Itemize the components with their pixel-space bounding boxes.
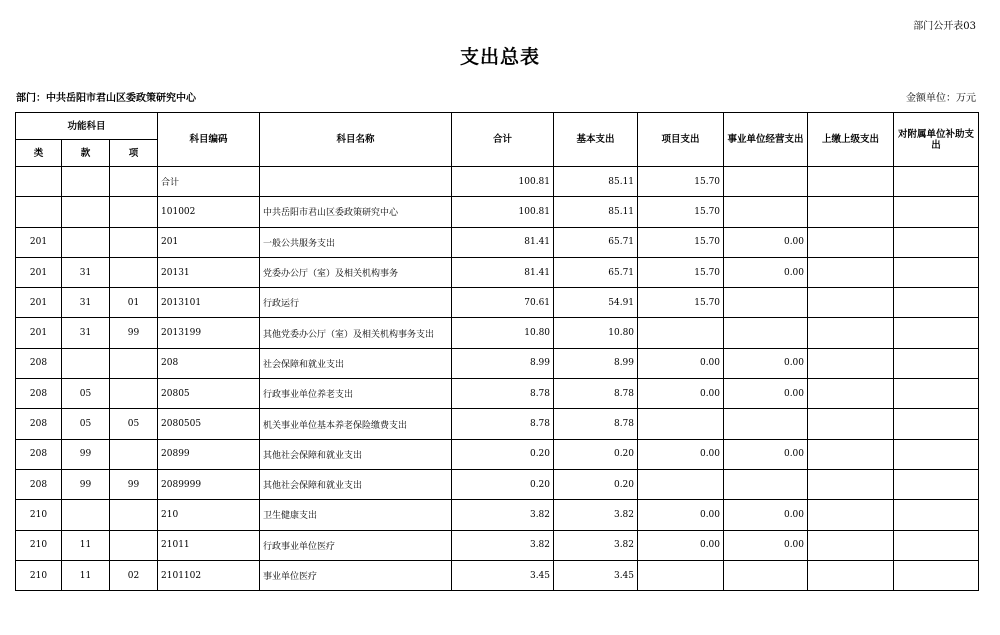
cell-business: 0.00 [724, 379, 808, 409]
cell-upper [808, 469, 894, 499]
cell-basic: 3.45 [554, 560, 638, 590]
cell-xiang [110, 379, 158, 409]
cell-project: 15.70 [638, 227, 724, 257]
cell-lei [16, 197, 62, 227]
cell-name: 其他党委办公厅（室）及相关机构事务支出 [260, 318, 452, 348]
cell-kuan: 05 [62, 409, 110, 439]
page-title: 支出总表 [459, 46, 540, 68]
cell-subsidy [894, 348, 979, 378]
cell-total: 0.20 [452, 469, 554, 499]
cell-business: 0.00 [724, 530, 808, 560]
cell-business [724, 318, 808, 348]
cell-code: 20131 [158, 257, 260, 287]
cell-project: 15.70 [638, 288, 724, 318]
cell-lei [16, 167, 62, 197]
cell-lei: 201 [16, 288, 62, 318]
cell-upper [808, 197, 894, 227]
cell-code: 21011 [158, 530, 260, 560]
cell-name: 行政事业单位医疗 [260, 530, 452, 560]
cell-project: 0.00 [638, 530, 724, 560]
cell-basic: 10.80 [554, 318, 638, 348]
cell-business [724, 197, 808, 227]
table-row [16, 288, 979, 318]
cell-total: 0.20 [452, 439, 554, 469]
cell-business [724, 288, 808, 318]
cell-project: 15.70 [638, 257, 724, 287]
cell-lei: 208 [16, 409, 62, 439]
cell-total: 3.82 [452, 500, 554, 530]
cell-total: 3.45 [452, 560, 554, 590]
cell-basic: 3.82 [554, 500, 638, 530]
cell-total: 8.99 [452, 348, 554, 378]
cell-upper [808, 288, 894, 318]
cell-kuan: 11 [62, 560, 110, 590]
cell-kuan: 11 [62, 530, 110, 560]
cell-xiang: 99 [110, 318, 158, 348]
cell-project [638, 318, 724, 348]
header-business: 事业单位经营支出 [724, 113, 808, 167]
header-xiang: 项 [110, 140, 158, 167]
cell-basic: 8.99 [554, 348, 638, 378]
cell-name: 其他社会保障和就业支出 [260, 469, 452, 499]
cell-subsidy [894, 318, 979, 348]
cell-basic: 54.91 [554, 288, 638, 318]
cell-upper [808, 257, 894, 287]
header-name: 科目名称 [260, 113, 452, 167]
cell-code: 210 [158, 500, 260, 530]
cell-xiang [110, 439, 158, 469]
cell-subsidy [894, 379, 979, 409]
cell-lei: 210 [16, 530, 62, 560]
cell-lei: 210 [16, 560, 62, 590]
cell-name: 党委办公厅（室）及相关机构事务 [260, 257, 452, 287]
cell-lei: 201 [16, 227, 62, 257]
cell-project: 15.70 [638, 197, 724, 227]
cell-basic: 8.78 [554, 379, 638, 409]
cell-kuan [62, 500, 110, 530]
cell-kuan: 31 [62, 318, 110, 348]
cell-subsidy [894, 288, 979, 318]
cell-basic: 0.20 [554, 469, 638, 499]
cell-subsidy [894, 500, 979, 530]
cell-total: 3.82 [452, 530, 554, 560]
cell-lei: 208 [16, 469, 62, 499]
table-row [16, 500, 979, 530]
cell-basic: 65.71 [554, 257, 638, 287]
cell-project: 0.00 [638, 379, 724, 409]
cell-code: 2101102 [158, 560, 260, 590]
cell-project [638, 560, 724, 590]
cell-kuan: 99 [62, 439, 110, 469]
cell-total: 70.61 [452, 288, 554, 318]
cell-lei: 201 [16, 257, 62, 287]
cell-lei: 208 [16, 439, 62, 469]
header-function-group: 功能科目 [16, 113, 158, 140]
cell-upper [808, 227, 894, 257]
cell-upper [808, 530, 894, 560]
cell-upper [808, 409, 894, 439]
cell-business: 0.00 [724, 257, 808, 287]
cell-total: 10.80 [452, 318, 554, 348]
cell-project [638, 469, 724, 499]
cell-code: 2013101 [158, 288, 260, 318]
cell-project: 0.00 [638, 348, 724, 378]
cell-total: 81.41 [452, 227, 554, 257]
cell-upper [808, 348, 894, 378]
cell-xiang [110, 167, 158, 197]
cell-upper [808, 379, 894, 409]
cell-upper [808, 318, 894, 348]
table-row [16, 379, 979, 409]
cell-code: 2080505 [158, 409, 260, 439]
cell-basic: 65.71 [554, 227, 638, 257]
cell-business: 0.00 [724, 439, 808, 469]
cell-name: 一般公共服务支出 [260, 227, 452, 257]
cell-project: 0.00 [638, 439, 724, 469]
cell-name [260, 167, 452, 197]
cell-xiang [110, 530, 158, 560]
cell-name: 事业单位医疗 [260, 560, 452, 590]
cell-kuan: 99 [62, 469, 110, 499]
cell-subsidy [894, 167, 979, 197]
cell-total: 8.78 [452, 379, 554, 409]
form-number: 部门公开表03 [913, 21, 976, 32]
cell-code: 2089999 [158, 469, 260, 499]
cell-name: 社会保障和就业支出 [260, 348, 452, 378]
cell-subsidy [894, 469, 979, 499]
cell-name: 机关事业单位基本养老保险缴费支出 [260, 409, 452, 439]
cell-name: 行政运行 [260, 288, 452, 318]
amount-unit-label: 金额单位：万元 [906, 93, 976, 104]
cell-business [724, 167, 808, 197]
cell-subsidy [894, 439, 979, 469]
header-project: 项目支出 [638, 113, 724, 167]
cell-kuan: 31 [62, 288, 110, 318]
cell-xiang [110, 197, 158, 227]
table-row [16, 257, 979, 287]
cell-xiang: 05 [110, 409, 158, 439]
cell-name: 卫生健康支出 [260, 500, 452, 530]
cell-subsidy [894, 257, 979, 287]
cell-project: 15.70 [638, 167, 724, 197]
table-row [16, 197, 979, 227]
cell-subsidy [894, 227, 979, 257]
cell-project: 0.00 [638, 500, 724, 530]
cell-subsidy [894, 530, 979, 560]
table-row [16, 227, 979, 257]
cell-business: 0.00 [724, 348, 808, 378]
cell-basic: 85.11 [554, 197, 638, 227]
cell-code: 2013199 [158, 318, 260, 348]
table-row [16, 318, 979, 348]
header-kuan: 款 [62, 140, 110, 167]
cell-xiang: 01 [110, 288, 158, 318]
cell-name: 行政事业单位养老支出 [260, 379, 452, 409]
header-upper: 上缴上级支出 [808, 113, 894, 167]
table-row [16, 409, 979, 439]
header-basic: 基本支出 [554, 113, 638, 167]
cell-project [638, 409, 724, 439]
cell-lei: 208 [16, 348, 62, 378]
cell-kuan: 05 [62, 379, 110, 409]
cell-code: 20805 [158, 379, 260, 409]
cell-xiang [110, 500, 158, 530]
table-row [16, 560, 979, 590]
table-row [16, 167, 979, 197]
cell-total: 8.78 [452, 409, 554, 439]
cell-code: 201 [158, 227, 260, 257]
cell-xiang [110, 348, 158, 378]
cell-xiang: 02 [110, 560, 158, 590]
cell-basic: 85.11 [554, 167, 638, 197]
table-row [16, 348, 979, 378]
cell-subsidy [894, 409, 979, 439]
cell-basic: 8.78 [554, 409, 638, 439]
cell-lei: 201 [16, 318, 62, 348]
table-row [16, 530, 979, 560]
cell-business: 0.00 [724, 500, 808, 530]
cell-kuan [62, 348, 110, 378]
cell-xiang [110, 227, 158, 257]
cell-subsidy [894, 560, 979, 590]
header-subsidy: 对附属单位补助支出 [894, 113, 979, 167]
table-row [16, 439, 979, 469]
header-lei: 类 [16, 140, 62, 167]
cell-subsidy [894, 197, 979, 227]
cell-code: 合计 [158, 167, 260, 197]
cell-total: 100.81 [452, 197, 554, 227]
cell-upper [808, 500, 894, 530]
cell-name: 中共岳阳市君山区委政策研究中心 [260, 197, 452, 227]
cell-name: 其他社会保障和就业支出 [260, 439, 452, 469]
cell-business [724, 409, 808, 439]
cell-upper [808, 560, 894, 590]
department-label: 部门：中共岳阳市君山区委政策研究中心 [16, 93, 196, 104]
cell-business [724, 469, 808, 499]
cell-business: 0.00 [724, 227, 808, 257]
cell-kuan: 31 [62, 257, 110, 287]
header-code: 科目编码 [158, 113, 260, 167]
cell-basic: 0.20 [554, 439, 638, 469]
table-row [16, 469, 979, 499]
cell-total: 100.81 [452, 167, 554, 197]
cell-xiang: 99 [110, 469, 158, 499]
cell-upper [808, 167, 894, 197]
expenditure-table [15, 112, 979, 591]
cell-upper [808, 439, 894, 469]
cell-kuan [62, 197, 110, 227]
cell-business [724, 560, 808, 590]
cell-code: 208 [158, 348, 260, 378]
cell-kuan [62, 227, 110, 257]
cell-lei: 210 [16, 500, 62, 530]
cell-xiang [110, 257, 158, 287]
cell-code: 20899 [158, 439, 260, 469]
cell-kuan [62, 167, 110, 197]
cell-basic: 3.82 [554, 530, 638, 560]
cell-lei: 208 [16, 379, 62, 409]
header-total: 合计 [452, 113, 554, 167]
cell-code: 101002 [158, 197, 260, 227]
cell-total: 81.41 [452, 257, 554, 287]
